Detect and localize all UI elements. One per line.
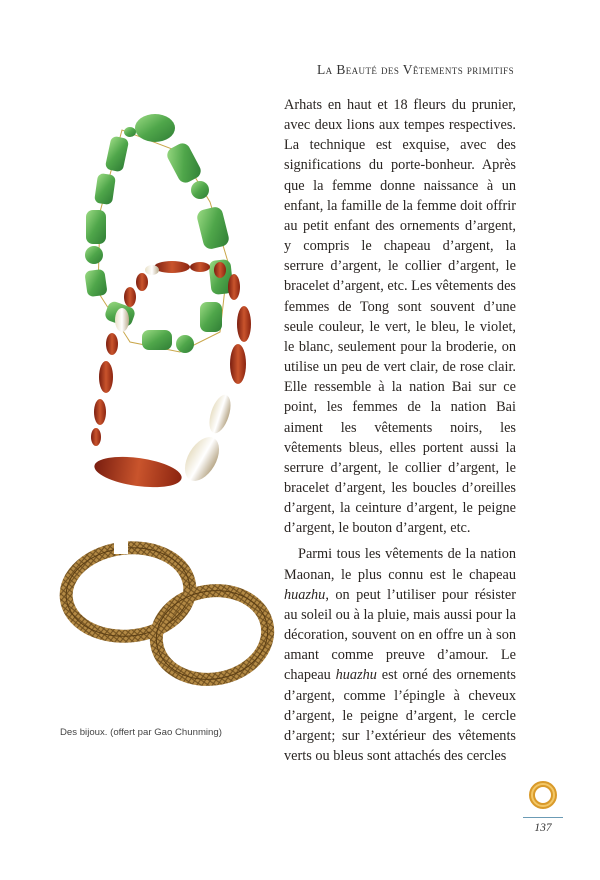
paragraph-2 (284, 544, 516, 766)
paragraph-2-part-a: Parmi tous les vêtements de la nation Maonan, le plus connu est le chapeau (284, 546, 516, 583)
running-head: La Beauté des Vêtements primitifs (317, 62, 514, 77)
italic-term-huazhu: huazhu (284, 586, 326, 603)
bracelets-image (52, 530, 284, 700)
italic-term-huazhu: huazhu (335, 667, 377, 684)
footer-rule (523, 817, 563, 818)
jade-beads (84, 114, 233, 353)
paragraph-2-part-e: est orné des ornements d’argent, comme l’épingle à cheveux d’argent, le peigne d’argent, le cercle d’argent; sur l’extérieur des vêtements verts ou bleus sont attachés des cercles (284, 667, 516, 764)
page-number: 137 (534, 822, 552, 834)
paragraph-1: Arhats en haut et 18 fleurs du prunier, avec deux lions aux tempes respectives. La technique est exquise, avec des significations du porte-bonheur. Après que la femme donne naissance à un enfant, la famille de la femme doit offrir au petit enfant des ornements d’argent, y compris le chapeau d’argent, la serrure d’argent, le collier d’argent, le bracelet d’argent, etc. Les vêtements des femmes de Tong sont souvent d’une seule couleur, le vert, le bleu, le violet, le blanc, seulement pour la broderie, on utilise un peu de vert clair, de rose clair. Elle ressemble à la nation Bai sur ce point, les femmes de la nation Bai aiment les vêtements noirs, les vêtements bleus, elles portent aussi la serrure d’argent, le collier d’argent, le bracelet d’argent, les boucles d’oreilles d’argent, la ceinture d’argent, le peigne d’argent, le bouton d’argent, etc. (284, 97, 516, 537)
figure-caption: Des bijoux. (offert par Gao Chunming) (60, 727, 222, 738)
agate-beads (91, 261, 251, 492)
paragraph-2-part-c: , on peut l’utiliser pour résister au soleil ou à la pluie, mais aussi pour la décoration, souvent on en offre un à son amant comme preuve d’amour. Le chapeau (284, 586, 516, 684)
necklace-image (60, 92, 270, 512)
body-text (284, 95, 516, 766)
ring-ornament-icon (528, 780, 558, 810)
